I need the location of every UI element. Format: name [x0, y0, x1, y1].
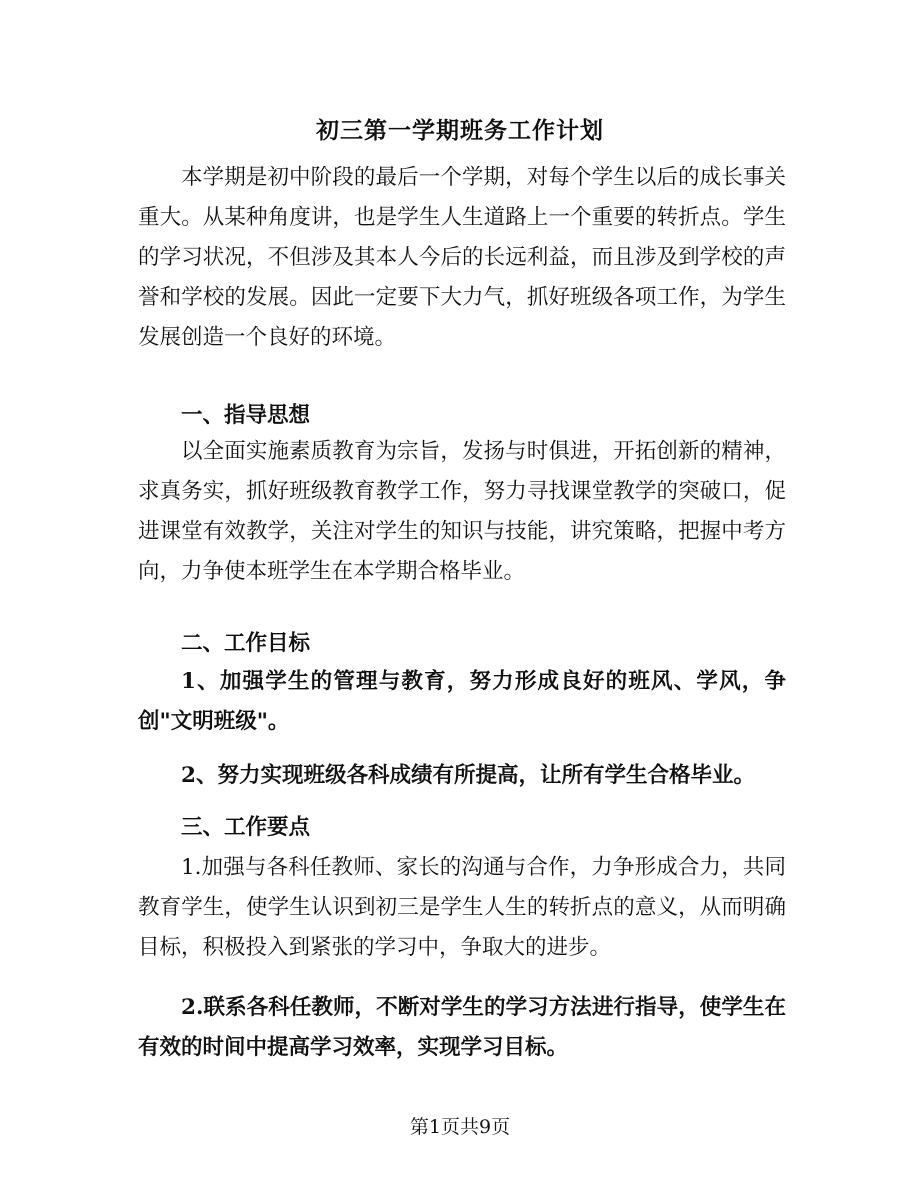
section-2-item-2: 2、努力实现班级各科成绩有所提高，让所有学生合格毕业。 [181, 763, 755, 788]
section-1-paragraph: 以全面实施素质教育为宗旨，发扬与时俱进，开拓创新的精神，求真务实，抓好班级教育教学工作，努力寻找课堂教学的突破口，促进课堂有效教学，关注对学生的知识与技能，讲究策略，把握中考方向，力争使本班学生在本学期合格毕业。 [138, 439, 786, 584]
section-3-item-1: 1.加强与各科任教师、家长的沟通与合作，力争形成合力，共同教育学生，使学生认识到初三是学生人生的转折点的意义，从而明确目标，积极投入到紧张的学习中，争取大的进步。 [138, 855, 786, 960]
section-3-item-2: 2.联系各科任教师，不断对学生的学习方法进行指导，使学生在有效的时间中提高学习效率，实现学习目标。 [138, 995, 786, 1060]
section-heading-1: 一、指导思想 [181, 403, 311, 428]
page-title: 初三第一学期班务工作计划 [316, 117, 604, 144]
page-number: 第1页共9页 [409, 1116, 511, 1138]
section-heading-2: 二、工作目标 [181, 631, 311, 656]
section-2-item-1: 1、加强学生的管理与教育，努力形成良好的班风、学风，争创"文明班级"。 [138, 669, 786, 734]
section-heading-3: 三、工作要点 [181, 815, 311, 840]
intro-paragraph: 本学期是初中阶段的最后一个学期，对每个学生以后的成长事关重大。从某种角度讲，也是学生人生道路上一个重要的转折点。学生的学习状况，不但涉及其本人今后的长远利益，而且涉及到学校的声誉和学校的发展。因此一定要下大力气，抓好班级各项工作，为学生发展创造一个良好的环境。 [138, 165, 786, 350]
